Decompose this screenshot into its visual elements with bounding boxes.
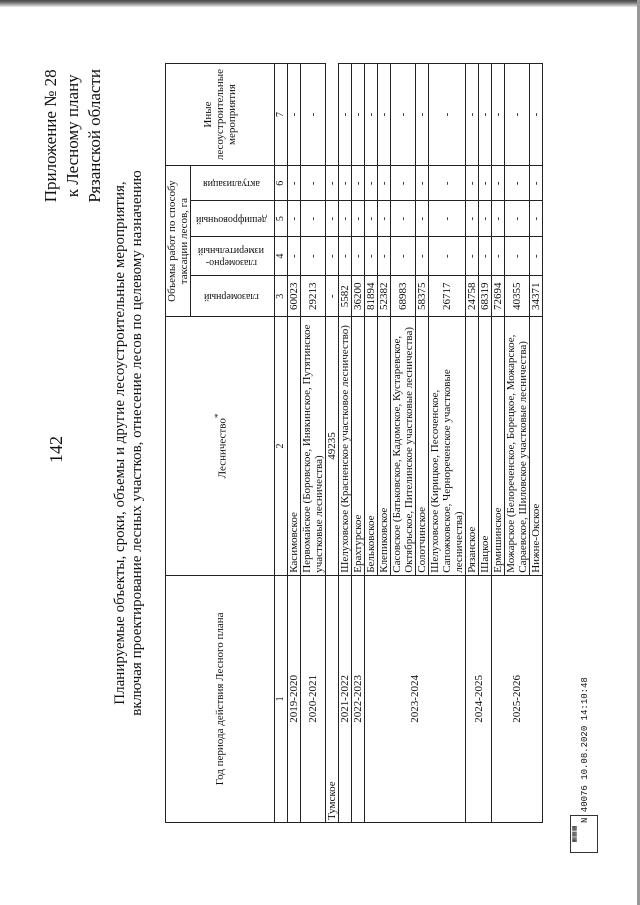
header-glaz-text: глазомерный (203, 291, 259, 303)
row-empty-value: - (378, 166, 391, 201)
table-row (326, 64, 339, 823)
row-empty-value: - (326, 201, 339, 236)
row-empty-value: - (339, 166, 352, 201)
row-empty-value: - (492, 64, 505, 166)
row-empty-value: - (505, 64, 530, 166)
footnote-mark: * (212, 413, 223, 419)
index-cell: 7 (275, 64, 288, 166)
row-forestry: Солотчинское (416, 317, 429, 576)
row-glaz-value: 58375 (416, 276, 429, 317)
row-empty-value: - (530, 201, 543, 236)
row-empty-value: - (416, 166, 429, 201)
row-empty-value: - (391, 64, 416, 166)
header-volumes: Объемы работ по способу таксации лесов, га (166, 166, 191, 317)
appendix-line: к Лесному плану (63, 74, 82, 198)
row-empty-value: - (479, 166, 492, 201)
index-cell: 2 (275, 317, 288, 576)
row-glaz-value: 5582 (339, 276, 352, 317)
footer-line (580, 677, 590, 823)
row-forestry: Тумское (326, 575, 339, 822)
row-empty-value: - (505, 236, 530, 276)
row-empty-value: - (429, 64, 466, 166)
row-forestry: Бельковское (365, 317, 378, 576)
row-glaz-value: 81894 (365, 276, 378, 317)
row-forestry: Шелуховское (Кирицкое, Песоченское, Сапожковское, Чернореченское участковые лесничества) (429, 317, 466, 576)
row-forestry: Сасовское (Батьковское, Кадомское, Кустаревское, Октябрьское, Пителинское участковые лесничества) (391, 317, 416, 576)
scan-edge (0, 0, 640, 7)
row-empty-value: - (416, 236, 429, 276)
row-glaz-value: 26717 (429, 276, 466, 317)
row-empty-value: - (530, 236, 543, 276)
row-glaz-value: 72694 (492, 276, 505, 317)
row-empty-value: - (479, 201, 492, 236)
index-cell: 1 (275, 575, 288, 822)
row-year: 2025-2026 (492, 575, 543, 822)
row-glaz-value: 68319 (479, 276, 492, 317)
header-aktual (191, 166, 275, 201)
plan-table-body (288, 64, 543, 823)
row-forestry: Ерахтурское (352, 317, 365, 576)
row-empty-value: - (339, 201, 352, 236)
index-cell: 5 (275, 201, 288, 236)
row-empty-value: - (429, 236, 466, 276)
row-empty-value: - (326, 276, 339, 317)
footer-text: 40076 10.08.2020 14:10:48 (580, 677, 590, 813)
index-cell: 6 (275, 166, 288, 201)
row-forestry: Ермишинское (492, 317, 505, 576)
table-row (492, 64, 505, 823)
header-glaz-izm-text: глазомерно-измерительный (197, 245, 265, 269)
row-empty-value: - (352, 236, 365, 276)
row-year: 2022-2023 (352, 575, 365, 822)
table-row (352, 64, 365, 823)
row-empty-value: - (365, 201, 378, 236)
appendix-line: Приложение № 28 (41, 69, 60, 203)
table-row (339, 64, 352, 823)
row-empty-value: - (365, 236, 378, 276)
footer-mark: N (580, 817, 590, 823)
row-empty-value: - (479, 236, 492, 276)
row-empty-value: - (492, 201, 505, 236)
table-row (365, 64, 378, 823)
row-year: 2024-2025 (466, 575, 492, 822)
row-forestry: Шелуховское (Красненское участковое лесничество) (339, 317, 352, 576)
row-empty-value: - (378, 201, 391, 236)
table-row (301, 64, 326, 823)
row-forestry: Клепиковское (378, 317, 391, 576)
row-empty-value: - (479, 64, 492, 166)
appendix-block (40, 69, 106, 203)
row-empty-value: - (326, 166, 339, 201)
row-empty-value: - (288, 236, 301, 276)
row-empty-value: - (391, 201, 416, 236)
header-deshifr-text: дешифровочный (195, 213, 267, 225)
index-cell: 4 (275, 236, 288, 276)
row-empty-value: - (339, 64, 352, 166)
row-glaz-value: 52382 (378, 276, 391, 317)
row-empty-value: - (492, 236, 505, 276)
row-empty-value: - (416, 64, 429, 166)
row-empty-value: - (505, 201, 530, 236)
row-year: 2019-2020 (288, 575, 301, 822)
header-deshifr (191, 201, 275, 236)
row-glaz-value: 40355 (505, 276, 530, 317)
row-year: 2021-2022 (339, 575, 352, 822)
row-empty-value: - (466, 166, 479, 201)
row-glaz-value: 49235 (326, 317, 339, 576)
row-glaz-value: 68983 (391, 276, 416, 317)
row-forestry: Нижне-Окское (530, 317, 543, 576)
header-other: Иные лесоустроительные мероприятия (166, 64, 275, 166)
row-glaz-value: 60023 (288, 276, 301, 317)
header-glaz-izm (191, 236, 275, 276)
row-empty-value: - (301, 201, 326, 236)
row-empty-value: - (391, 236, 416, 276)
header-glaz (191, 276, 275, 317)
row-empty-value: - (288, 166, 301, 201)
header-forestry-label: Лесничество (216, 418, 229, 479)
table-row (466, 64, 479, 823)
row-forestry: Рязанское (466, 317, 479, 576)
row-empty-value: - (378, 64, 391, 166)
row-empty-value: - (301, 166, 326, 201)
row-empty-value: - (416, 201, 429, 236)
row-empty-value: - (466, 201, 479, 236)
row-empty-value: - (352, 64, 365, 166)
appendix-line: Рязанской области (85, 69, 104, 203)
header-year: Год периода действия Лесного плана (166, 575, 275, 822)
header-aktual-text: актуализация (202, 178, 260, 190)
row-empty-value: - (365, 166, 378, 201)
row-empty-value: - (326, 236, 339, 276)
row-empty-value: - (352, 201, 365, 236)
document-heading (112, 63, 146, 823)
heading-line: Планируемые объекты, сроки, объемы и другие лесоустроительные мероприятия, (112, 181, 128, 705)
index-cell: 3 (275, 276, 288, 317)
row-empty-value: - (429, 166, 466, 201)
row-forestry: Шацкое (479, 317, 492, 576)
row-empty-value: - (466, 236, 479, 276)
row-empty-value: - (301, 236, 326, 276)
row-year: 2020-2021 (301, 575, 326, 822)
row-empty-value: - (429, 201, 466, 236)
row-empty-value: - (365, 64, 378, 166)
row-empty-value: - (530, 166, 543, 201)
header-forestry (166, 317, 275, 576)
row-empty-value: - (530, 64, 543, 166)
row-empty-value: - (301, 64, 326, 166)
index-row (275, 64, 288, 823)
archive-stamp: ▦▦▦ (570, 815, 598, 853)
row-empty-value: - (288, 64, 301, 166)
row-glaz-value: 36200 (352, 276, 365, 317)
row-glaz-value: 29213 (301, 276, 326, 317)
row-empty-value: - (505, 166, 530, 201)
row-empty-value: - (288, 201, 301, 236)
row-empty-value: - (466, 64, 479, 166)
row-glaz-value: 24758 (466, 276, 479, 317)
page-number: 142 (46, 436, 66, 463)
rotated-page (40, 63, 606, 843)
row-empty-value: - (492, 166, 505, 201)
row-empty-value: - (352, 166, 365, 201)
row-glaz-value: 34371 (530, 276, 543, 317)
row-forestry: Первомайское (Боровское, Инякинское, Путятинское участковые лесничества) (301, 317, 326, 576)
row-empty-value: - (378, 236, 391, 276)
row-empty-value: - (339, 236, 352, 276)
heading-line: включая проектирование лесных участков, отнесение лесов по целевому назначению (129, 170, 145, 716)
row-empty-value: - (391, 166, 416, 201)
table-row (288, 64, 301, 823)
row-forestry: Касимовское (288, 317, 301, 576)
plan-table (165, 63, 543, 823)
row-year: 2023-2024 (365, 575, 466, 822)
row-forestry: Можарское (Белореченское, Борецкое, Можарское, Сараевское, Шиловское участковые лесничества) (505, 317, 530, 576)
